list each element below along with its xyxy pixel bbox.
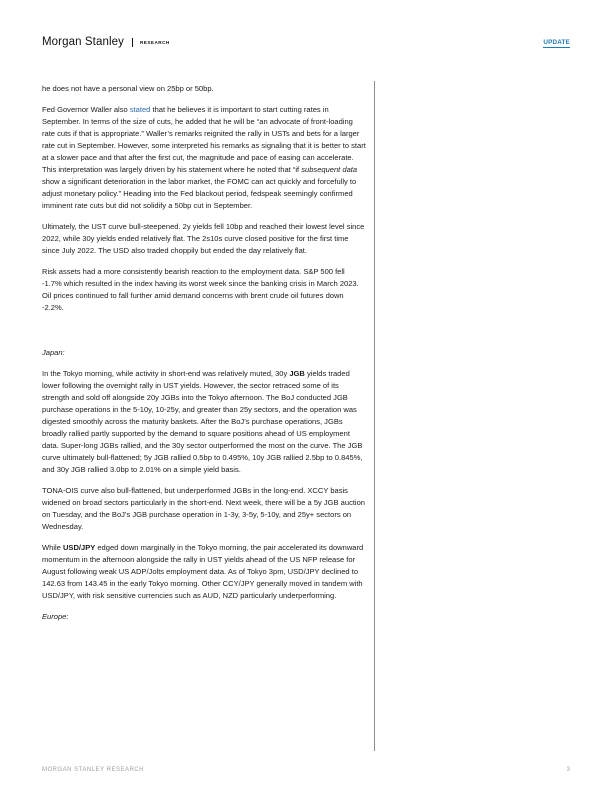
paragraph-tokyo-jgb: In the Tokyo morning, while activity in short-end was relatively muted, 30y JGB yields traded lower following the overnight rally in UST yields. However, the sector retraced some of its strength and sold off alongside 20y JGBs into the Tokyo afternoon. The BoJ conducted JGB purchase operations in the 5-10y, 10-25y, and greater than 25y sectors, and the operation was digested smoothly across the maturity baskets. After the BoJ’s purchase operations, JGBs broadly rallied partly supported by the demand to square positions ahead of US employment data. Super-long JGBs rallied, and the 30y sector outperformed the most on the curve. The JGB curve ultimately bull-flattened; 5y JGB rallied 0.5bp to 0.495%, 10y JGB rallied 2.5bp to 0.845%, and 30y JGB rallied 3.0bp to 2.01% on a simple yield basis. bbox=[42, 369, 363, 474]
header-section-label: RESEARCH bbox=[139, 39, 170, 45]
paragraph-tona-ois: TONA-OIS curve also bull-flattened, but underperformed JGBs in the long-end. XCCY basis widened on broad sectors particularly in the short-end. Next week, there will be a 5y JGB auction on Tuesday, and the BoJ’s JGB purchase operation in 1-3y, 3-5y, 5-10y, and 25y+ sectors on Wednesday. bbox=[42, 486, 366, 531]
stated-link[interactable]: stated bbox=[129, 105, 151, 114]
heading-europe: Europe: bbox=[42, 612, 69, 621]
paragraph-waller: Fed Governor Waller also stated that he believes it is important to start cutting rates in September. In terms of the size of cuts, he added that he will be “an advocate of front-loading rate cuts if that is appropriate.” Waller’s remarks reignited the rally in USTs and bets for a larger rate cut in September. However, some interpreted his remarks as signaling that it is better to start at a slower pace and that after the first cut, the magnitude and pace of easing can accelerate. This interpretation was largely driven by his statement where he noted that “if subsequent data show a significant deterioration in the labor market, the FOMC can act quickly and forcefully to adjust monetary policy.” Heading into the Fed blackout period, fedspeak seemingly confirmed imminent rate cuts but did not solidify a 50bp cut in September. bbox=[42, 105, 366, 210]
paragraph-fed-view: he does not have a personal view on 25bp or 50bp. bbox=[42, 84, 214, 93]
paragraph-ust-curve: Ultimately, the UST curve bull-steepened. 2y yields fell 10bp and reached their lowest level since 2022, while 30y yields ended relatively flat. The 2s10s curve closed positive for the first time since July 2022. The USD also traded choppily but ended the day relatively flat. bbox=[42, 222, 365, 255]
header-brand bbox=[42, 36, 170, 48]
page-number: 3 bbox=[566, 767, 570, 773]
paragraph-usdjpy: While USD/JPY edged down marginally in the Tokyo morning, the pair accelerated its downward momentum in the afternoon alongside the rally in UST yields ahead of the US NFP release for August following weak US ADP/Jolts employment data. As of Tokyo 3pm, USD/JPY declined to 142.63 from 143.45 in the early Tokyo morning. Other CCY/JPY generally moved in tandem with USD/JPY, with risk sensitive currencies such as AUD, NZD particularly underperforming. bbox=[42, 543, 364, 600]
main-column bbox=[42, 83, 366, 632]
update-badge: UPDATE bbox=[543, 39, 570, 46]
column-divider bbox=[374, 81, 375, 751]
paragraph-risk-assets: Risk assets had a more consistently bearish reaction to the employment data. S&P 500 fell -1.7% which resulted in the index having its worst week since the banking crisis in March 2023. Oil prices continued to fall further amid demand concerns with brent crude oil futures down -2.2%. bbox=[42, 267, 359, 312]
footer-source: MORGAN STANLEY RESEARCH bbox=[42, 767, 144, 773]
morgan-stanley-logo: Morgan Stanley bbox=[42, 36, 124, 48]
heading-japan: Japan: bbox=[42, 348, 65, 357]
header-divider bbox=[132, 38, 133, 47]
